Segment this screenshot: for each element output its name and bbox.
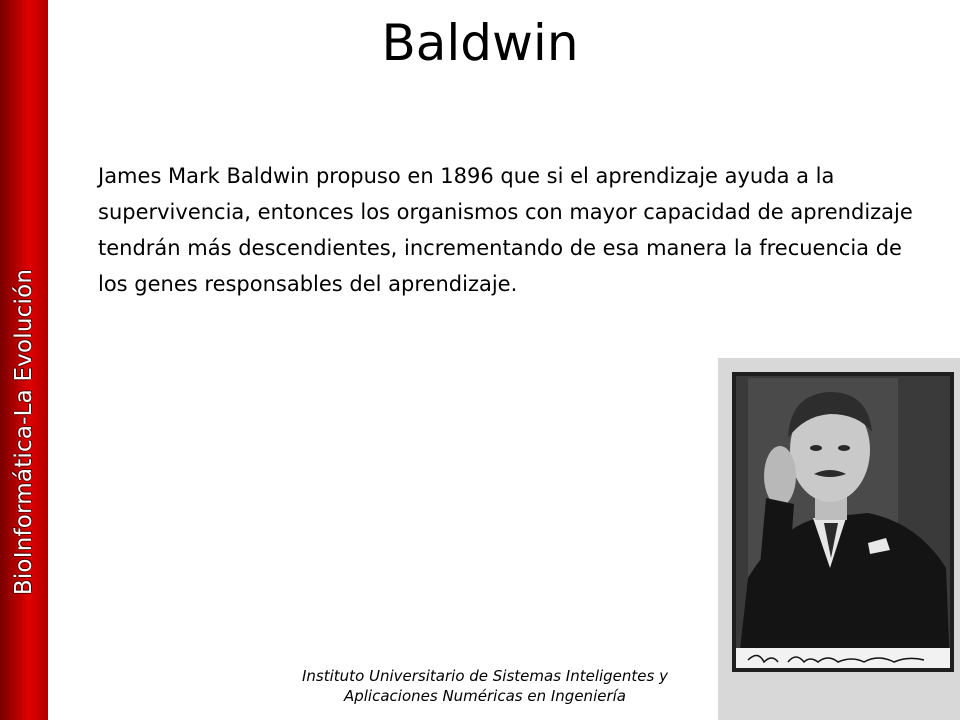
portrait-photo: [718, 358, 960, 720]
body-paragraph: James Mark Baldwin propuso en 1896 que si el aprendizaje ayuda a la supervivencia, entonces los organismos con mayor capacidad de aprendizaje tendrán más descendientes, incrementando de esa manera la frecuencia de los genes responsables del aprendizaje.: [98, 164, 913, 296]
footer-line-2: Aplicaciones Numéricas en Ingeniería: [343, 687, 626, 705]
footer-institution: [260, 666, 710, 706]
slide-title: Baldwin: [381, 14, 579, 72]
sidebar-label: BioInformática-La Evolución: [11, 268, 37, 596]
footer-line-1: Instituto Universitario de Sistemas Inteligentes y: [302, 667, 668, 685]
sidebar-band: [0, 0, 48, 720]
